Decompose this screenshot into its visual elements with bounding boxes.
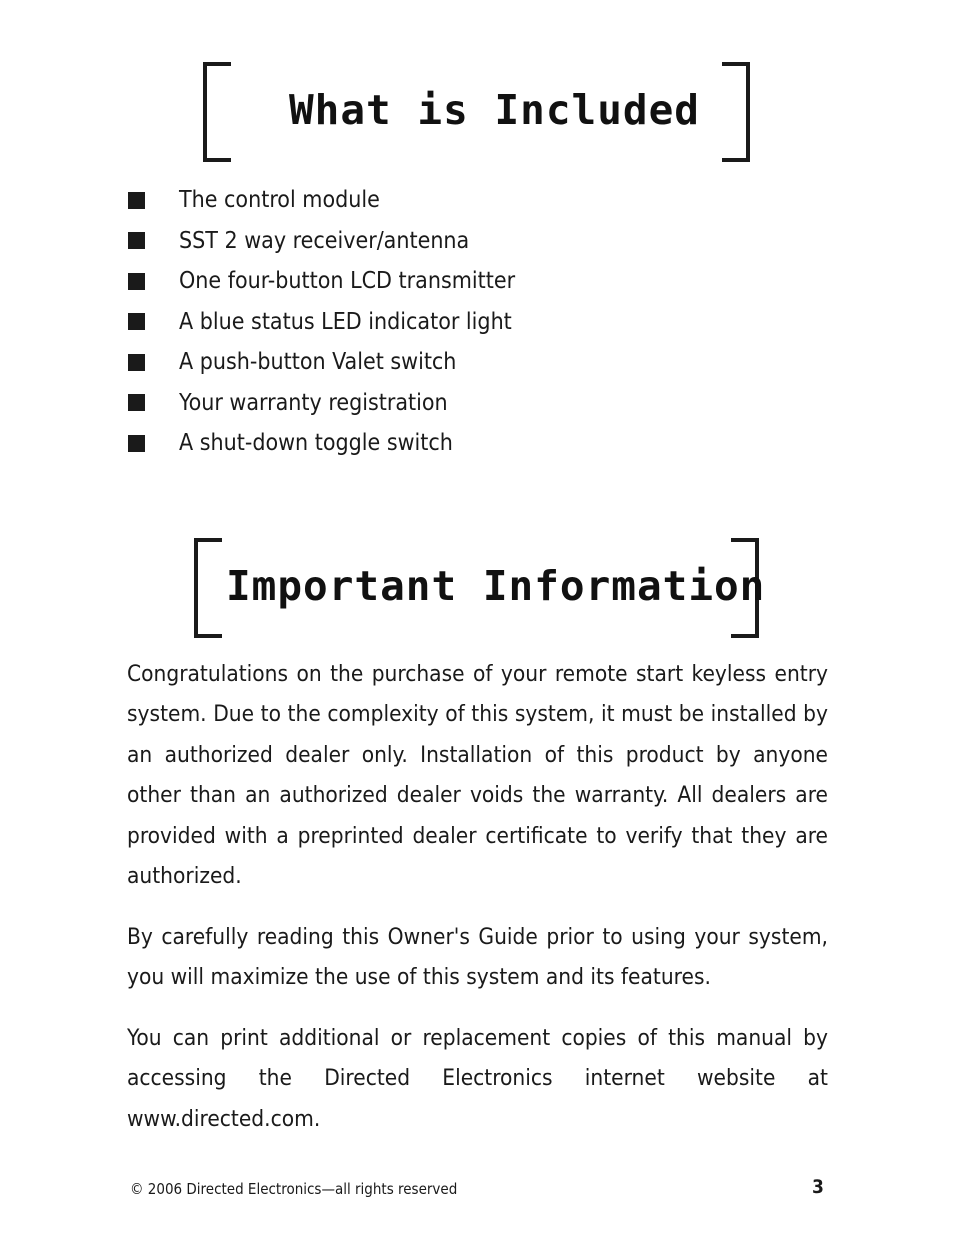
square-bullet-icon: [128, 394, 145, 411]
heading-bracket-right: [722, 62, 750, 162]
list-item: [126, 221, 515, 262]
paragraph-print-copies: You can print additional or replacement copies of this manual by accessing the Directed Electronics internet website at www.directed.com.: [127, 1025, 828, 1132]
list-item-text: Your warranty registration: [179, 389, 448, 416]
list-item: [126, 261, 515, 302]
copyright-notice: © 2006 Directed Electronics—all rights reserved: [130, 1180, 458, 1198]
list-item: [126, 342, 515, 383]
list-item-text: A push-button Valet switch: [179, 349, 457, 376]
section-title-what-is-included: What is Included: [289, 86, 700, 134]
list-item: [126, 302, 515, 343]
section-title-important-information: Important Information: [226, 562, 766, 610]
page-number: 3: [812, 1176, 824, 1198]
square-bullet-icon: [128, 354, 145, 371]
list-item-text: A shut-down toggle switch: [179, 430, 453, 457]
list-item: [126, 423, 515, 464]
list-item: [126, 383, 515, 424]
list-item-text: The control module: [179, 187, 380, 214]
square-bullet-icon: [128, 232, 145, 249]
heading-bracket-left: [194, 538, 222, 638]
square-bullet-icon: [128, 435, 145, 452]
square-bullet-icon: [128, 192, 145, 209]
heading-bracket-left: [203, 62, 231, 162]
list-item-text: A blue status LED indicator light: [179, 308, 512, 335]
paragraph-owners-guide: By carefully reading this Owner's Guide prior to using your system, you will maximize the use of this system and its features.: [127, 924, 828, 991]
square-bullet-icon: [128, 313, 145, 330]
square-bullet-icon: [128, 273, 145, 290]
included-items-list: [126, 180, 515, 464]
list-item-text: SST 2 way receiver/antenna: [179, 227, 470, 254]
paragraph-congratulations: Congratulations on the purchase of your remote start keyless entry system. Due to the complexity of this system, it must be installed by an authorized dealer only. Installation of this product by anyone other than an authorized dealer voids the warranty. All dealers are provided with a preprinted dealer certificate to verify that they are authorized.: [127, 661, 828, 890]
list-item-text: One four-button LCD transmitter: [179, 268, 516, 295]
list-item: [126, 180, 515, 221]
